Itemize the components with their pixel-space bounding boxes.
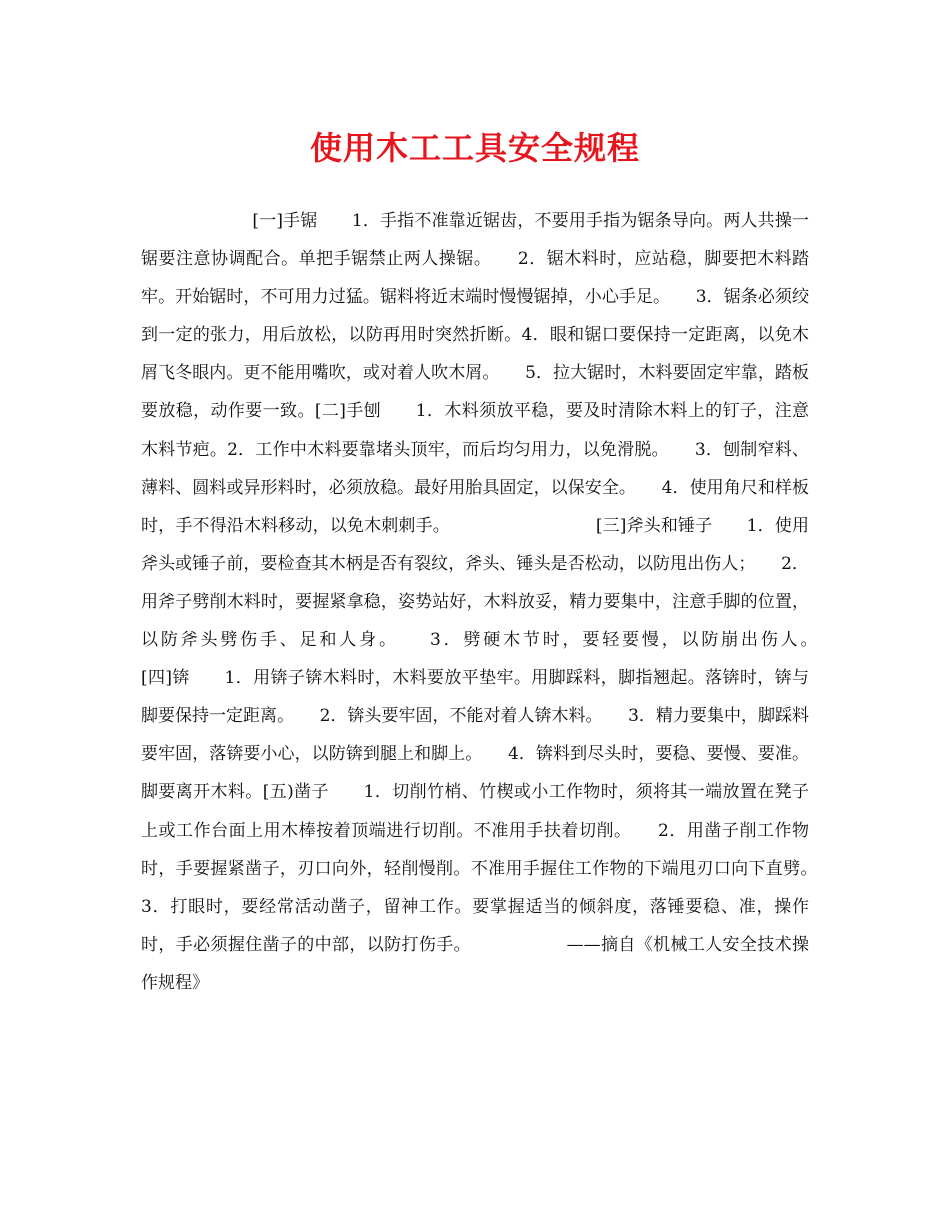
source-citation: ——摘自《机械工人安全技术操作规程》 xyxy=(141,934,810,993)
rule-item: 2．锛头要牢固，不能对着人锛木料。 xyxy=(285,706,595,727)
rule-item: 1．手指不准靠近锯齿，不要用手指为锯条导向。两人共操一锯要注意协调配合。单把手锯禁止两人操锯。 xyxy=(141,211,810,270)
section-heading-adze: [四]锛 xyxy=(141,630,928,689)
rule-item: 4．使用角尺和样板时，手不得沿木料移动，以免木刺刺手。 xyxy=(141,477,810,536)
document-title: 使用木工工具安全规程 xyxy=(309,129,640,167)
document-body xyxy=(141,202,928,1002)
rule-item: 4．锛料到尽头时，要稳、要慢、要准。脚要离开木料。 xyxy=(141,744,809,803)
rule-item: 3．锯条必须绞到一定的张力，用后放松，以防再用时突然折断。 xyxy=(141,287,809,346)
rule-item: 5．拉大锯时，木料要固定牢靠，踏板要放稳，动作要一致。 xyxy=(141,363,809,422)
rule-item: 3．劈硬木节时，要轻要慢，以防崩出伤人。 xyxy=(390,630,809,651)
rule-item: 1．切削竹梢、竹楔或小工作物时，须将其一端放置在凳子上或工作台面上用木棒按着顶端进行切削。不准用手扶着切削。 xyxy=(141,782,810,841)
rule-item: 3．刨制窄料、薄料、圆料或异形料时，必须放稳。最好用胎具固定，以保安全。 xyxy=(141,439,809,498)
rule-item: 1．使用斧头或锤子前，要检查其木柄是否有裂纹，斧头、锤头是否松动，以防甩出伤人； xyxy=(141,515,810,574)
rule-item: 4．眼和锯口要保持一定距离，以免木屑飞冬眼内。更不能用嘴吹，或对着人吹木屑。 xyxy=(141,325,809,384)
section-heading-axe-hammer: [三]斧头和锤子 xyxy=(441,515,713,536)
section-heading-hand-saw: [一]手锯 xyxy=(252,211,318,231)
section-heading-chisel: [五)凿子 xyxy=(262,782,329,803)
rule-item: 2．工作中木料要靠堵头顶牢，而后均匀用力，以免滑脱。 xyxy=(227,439,661,460)
rule-item: 2．锯木料时，应站稳，脚要把木料踏牢。开始锯时，不可用力过猛。锯料将近末端时慢慢锯掉，小心手足。 xyxy=(141,249,809,308)
rule-item: 3．精力要集中，脚踩料要牢固，落锛要小心，以防锛到腿上和脚上。 xyxy=(141,706,809,765)
section-heading-hand-plane: [二]手刨 xyxy=(314,401,382,422)
rule-item: 1．木料须放平稳，要及时清除木料上的钉子，注意木料节疤。 xyxy=(141,401,810,460)
rule-item: 2．用斧子劈削木料时，要握紧拿稳，姿势站好，木料放妥，精力要集中，注意手脚的位置，以防斧头劈伤手、足和人身。 xyxy=(141,553,809,651)
body-indent xyxy=(141,211,252,231)
rule-item: 1．用锛子锛木料时，木料要放平垫牢。用脚踩料，脚指翘起。落锛时，锛与脚要保持一定距离。 xyxy=(141,668,809,727)
rule-item: 2．用凿子削工作物时，手要握紧凿子，刃口向外，轻削慢削。不准用手握住工作物的下端甩刃口向下直劈。 xyxy=(141,820,809,879)
rule-item: 3．打眼时，要经常活动凿子，留神工作。要掌握适当的倾斜度，落锤要稳、准，操作时，手必须握住凿子的中部，以防打伤手。 xyxy=(141,858,843,955)
